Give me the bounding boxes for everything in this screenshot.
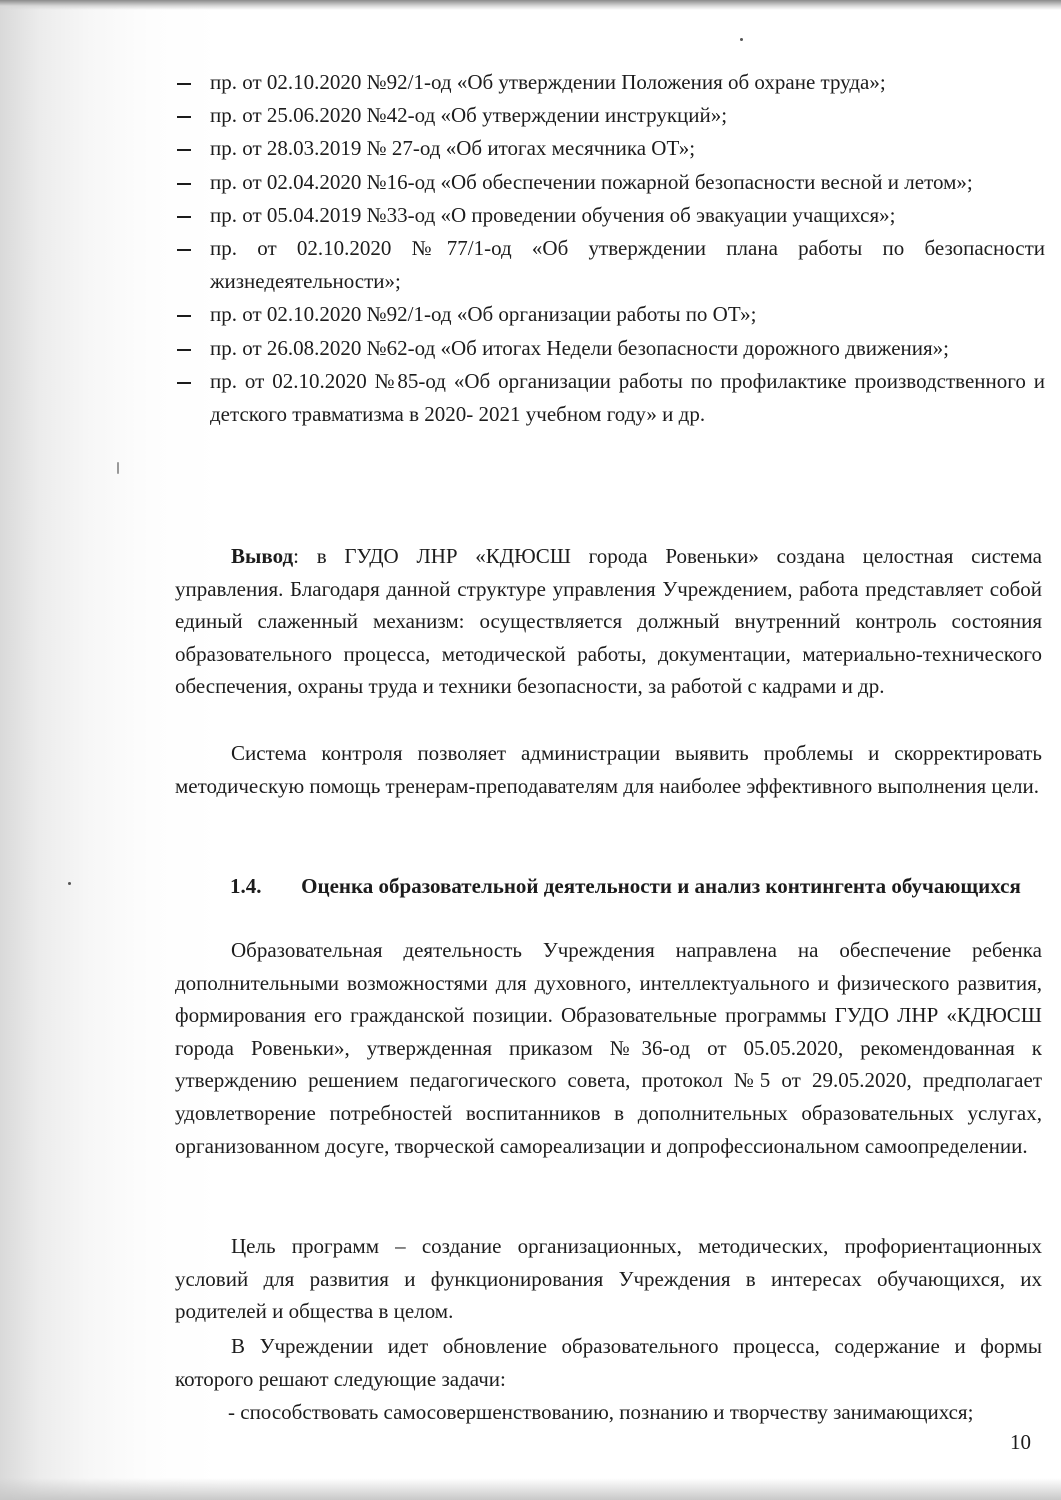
section-number: 1.4. <box>230 874 262 898</box>
list-item-text: пр. от 05.04.2019 №33-од «О проведении обучения об эвакуации учащихся»; <box>210 202 896 227</box>
orders-list <box>175 66 1045 431</box>
list-item <box>175 66 1045 99</box>
list-item-text: пр. от 26.08.2020 №62-од «Об итогах Недели безопасности дорожного движения»; <box>210 335 949 360</box>
conclusion-text: : в ГУДО ЛНР «КДЮСШ города Ровеньки» создана целостная система управления. Благодаря данной структуре управления Учреждением, работа представляет собой единый слаженный механизм: осуществляется должный внутренний контроль состояния образовательного процесса, методической работы, документации, материально-технического обеспечения, охраны труда и техники безопасности, за работой с кадрами и др. <box>175 544 1042 699</box>
list-item-text: пр. от 02.04.2020 №16-од «Об обеспечении пожарной безопасности весной и летом»; <box>210 169 973 194</box>
conclusion-label: Вывод <box>231 544 294 568</box>
list-item <box>175 99 1045 132</box>
list-item-text: пр. от 02.10.2020 №77/1-од «Об утверждении плана работы по безопасности жизнедеятельности»; <box>210 236 1045 294</box>
control-paragraph: Система контроля позволяет администрации выявить проблемы и скорректировать методическую помощь тренерам-преподавателям для наиболее эффективного выполнения цели. <box>175 741 1042 798</box>
list-item-text: пр. от 28.03.2019 № 27-од «Об итогах месячника ОТ»; <box>210 136 696 161</box>
update-paragraph: В Учреждении идет обновление образовательного процесса, содержание и формы которого решают следующие задачи: <box>175 1334 1042 1391</box>
list-item <box>175 332 1045 365</box>
list-item-text: пр. от 25.06.2020 №42-од «Об утверждении инструкций»; <box>210 103 728 128</box>
task-item: - способствовать самосовершенствованию, познанию и творчеству занимающихся; <box>228 1400 974 1424</box>
list-item <box>175 232 1045 298</box>
activity-paragraph: Образовательная деятельность Учреждения направлена на обеспечение ребенка дополнительными возможностями для духовного, интеллектуального и физического развития, формирования его гражданской позиции. Образовательные программы ГУДО ЛНР «КДЮСШ города Ровеньки», утвержденная приказом №36-од от 05.05.2020, рекомендованная к утверждению решением педагогического совета, протокол №5 от 29.05.2020, предполагает удовлетворение потребностей воспитанников в дополнительных образовательных услугах, организованном досуге, творческой самореализации и допрофессиональном самоопределении. <box>175 938 1042 1158</box>
section-title: Оценка образовательной деятельности и анализ контингента обучающихся <box>301 874 1021 898</box>
list-item-text: пр. от 02.10.2020 №92/1-од «Об организации работы по ОТ»; <box>210 302 757 327</box>
goal-paragraph: Цель программ – создание организационных, методических, профориентационных условий для развития и функционирования Учреждения в интересах обучающихся, их родителей и общества в целом. <box>175 1234 1042 1324</box>
list-item <box>175 199 1045 232</box>
list-item-text: пр. от 02.10.2020 №85-од «Об организации работы по профилактике производственного и детского травматизма в 2020- 2021 учебном году» и др. <box>210 368 1045 427</box>
list-item <box>175 166 1045 199</box>
conclusion-paragraph <box>175 540 1042 703</box>
section-heading <box>230 870 1030 902</box>
list-item <box>175 365 1045 431</box>
list-item-text: пр. от 02.10.2020 №92/1-од «Об утверждении Положения об охране труда»; <box>210 70 886 94</box>
list-item <box>175 298 1045 331</box>
list-item <box>175 132 1045 165</box>
page-number: 10 <box>1010 1430 1031 1454</box>
